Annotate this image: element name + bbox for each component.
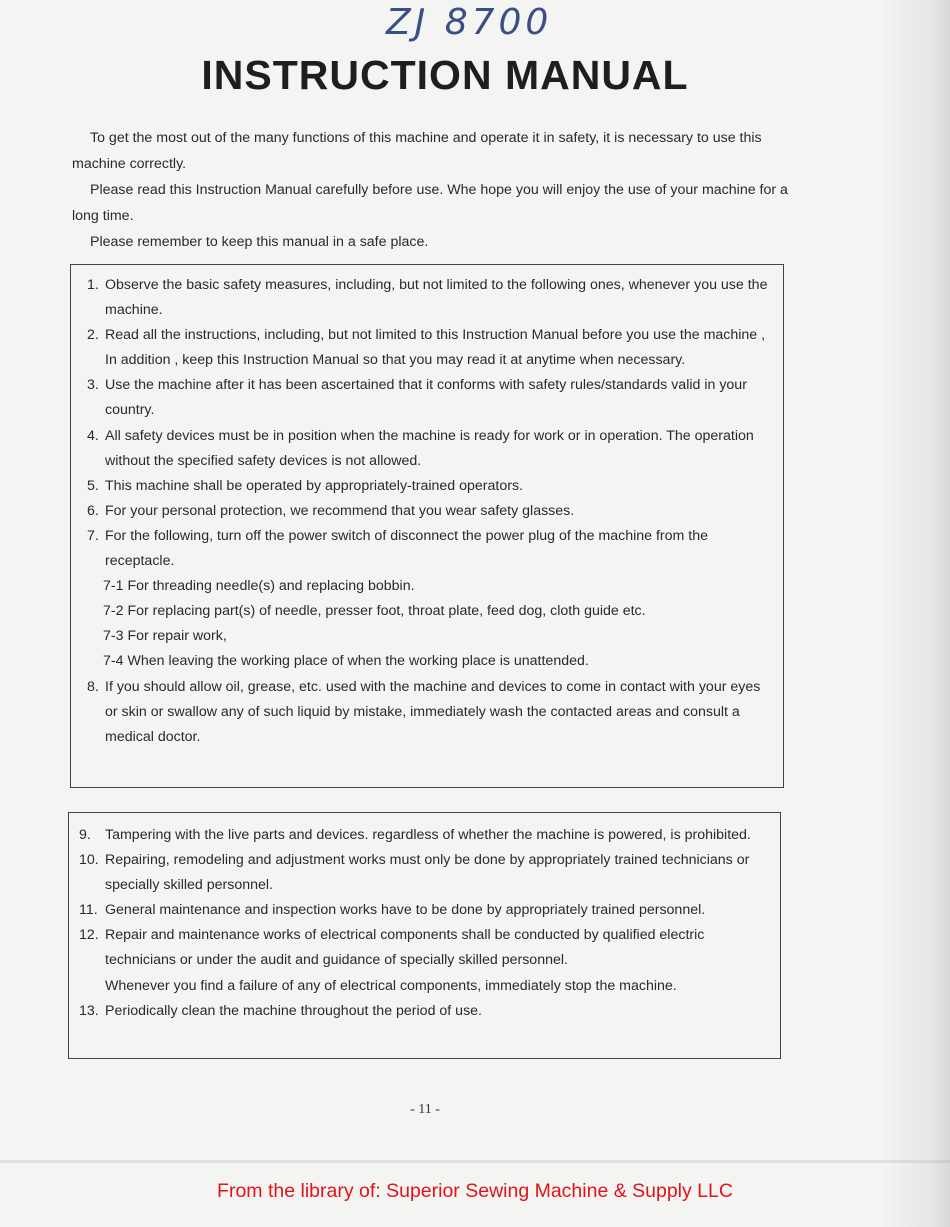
- intro-paragraph-1: To get the most out of the many functions of this machine and operate it in safety, it is necessary to use this machine correctly.: [72, 130, 762, 172]
- item-text: Use the machine after it has been ascertained that it conforms with safety rules/standards valid in your country.: [105, 377, 747, 419]
- scan-edge-line: [0, 1160, 950, 1163]
- item-number: 7.: [87, 527, 99, 544]
- item-number: 2.: [87, 327, 99, 344]
- item-number: 5.: [87, 477, 99, 494]
- item-number: 4.: [87, 427, 99, 444]
- handwritten-model-note: ZJ 8700: [386, 2, 553, 43]
- safety-item-13: [79, 999, 770, 1024]
- safety-item-11: [79, 898, 770, 923]
- item-number: 9.: [79, 827, 91, 843]
- safety-box-2: [68, 812, 781, 1059]
- item-text: All safety devices must be in position when the machine is ready for work or in operation. The operation without the specified safety devices is not allowed.: [105, 427, 754, 469]
- safety-item-3: [87, 373, 773, 423]
- item-number: 6.: [87, 502, 99, 519]
- safety-item-10: [79, 848, 770, 898]
- item-text: Periodically clean the machine throughout the period of use.: [105, 1002, 482, 1019]
- library-footer: From the library of: Superior Sewing Machine & Supply LLC: [217, 1180, 733, 1202]
- item-number: 13.: [79, 1002, 99, 1019]
- item-number: 10.: [79, 852, 99, 869]
- safety-item-2: [87, 323, 773, 373]
- item-number: 12.: [79, 927, 99, 944]
- intro-paragraph-3: Please remember to keep this manual in a safe place.: [90, 234, 429, 250]
- safety-item-5: [87, 474, 773, 499]
- item-number: 8.: [87, 678, 99, 695]
- safety-box-1: [70, 264, 784, 788]
- intro-section: [72, 125, 792, 255]
- item-text: General maintenance and inspection works have to be done by appropriately trained personnel.: [105, 902, 706, 919]
- safety-subitem-7-4: 7-4 When leaving the working place of when the working place is unattended.: [103, 653, 589, 670]
- item-text: For the following, turn off the power switch of disconnect the power plug of the machine from the receptacle.: [105, 527, 709, 570]
- item-text: This machine shall be operated by appropriately-trained operators.: [105, 477, 523, 494]
- item-text: Repairing, remodeling and adjustment works must only be done by appropriately trained technicians or specially skilled personnel.: [105, 852, 750, 894]
- safety-item-9: [79, 823, 770, 848]
- safety-item-8: [87, 675, 773, 750]
- safety-subitem-7-1: 7-1 For threading needle(s) and replacing bobbin.: [103, 578, 415, 595]
- scan-shadow: [880, 0, 950, 1227]
- page-number: - 11 -: [410, 1102, 440, 1117]
- page-title: INSTRUCTION MANUAL: [201, 52, 689, 98]
- item-number: 3.: [87, 377, 99, 394]
- intro-paragraph-2: Please read this Instruction Manual carefully before use. Whe hope you will enjoy the use of your machine for a long time.: [72, 182, 788, 224]
- item-text: Tampering with the live parts and devices. regardless of whether the machine is powered, is prohibited.: [105, 827, 751, 843]
- item-text: For your personal protection, we recommend that you wear safety glasses.: [105, 502, 575, 519]
- item-text: Repair and maintenance works of electrical components shall be conducted by qualified electric technicians or under the audit and guidance of specially skilled personnel.: [105, 927, 705, 969]
- item-number: 11.: [79, 902, 98, 919]
- safety-item-1: [87, 273, 773, 323]
- safety-subitem-7-2: 7-2 For replacing part(s) of needle, presser foot, throat plate, feed dog, cloth guide etc.: [103, 603, 646, 620]
- safety-item-4: [87, 424, 773, 474]
- safety-item-6: [87, 499, 773, 524]
- item-text: Read all the instructions, including, but not limited to this Instruction Manual before you use the machine , In addition , keep this Instruction Manual so that you may read it at anytime when necessary.: [105, 327, 766, 369]
- safety-subitem-7-3: 7-3 For repair work,: [103, 628, 227, 645]
- item-number: 1.: [87, 277, 99, 293]
- item-text: Observe the basic safety measures, including, but not limited to the following ones, whenever you use the machine.: [105, 277, 768, 319]
- safety-item-12-note: Whenever you find a failure of any of electrical components, immediately stop the machine.: [105, 977, 677, 994]
- item-text: If you should allow oil, grease, etc. used with the machine and devices to come in contact with your eyes or skin or swallow any of such liquid by mistake, immediately wash the contacted areas and consult a medical doctor.: [105, 678, 761, 745]
- safety-item-7: [87, 524, 773, 574]
- safety-item-12: [79, 923, 770, 973]
